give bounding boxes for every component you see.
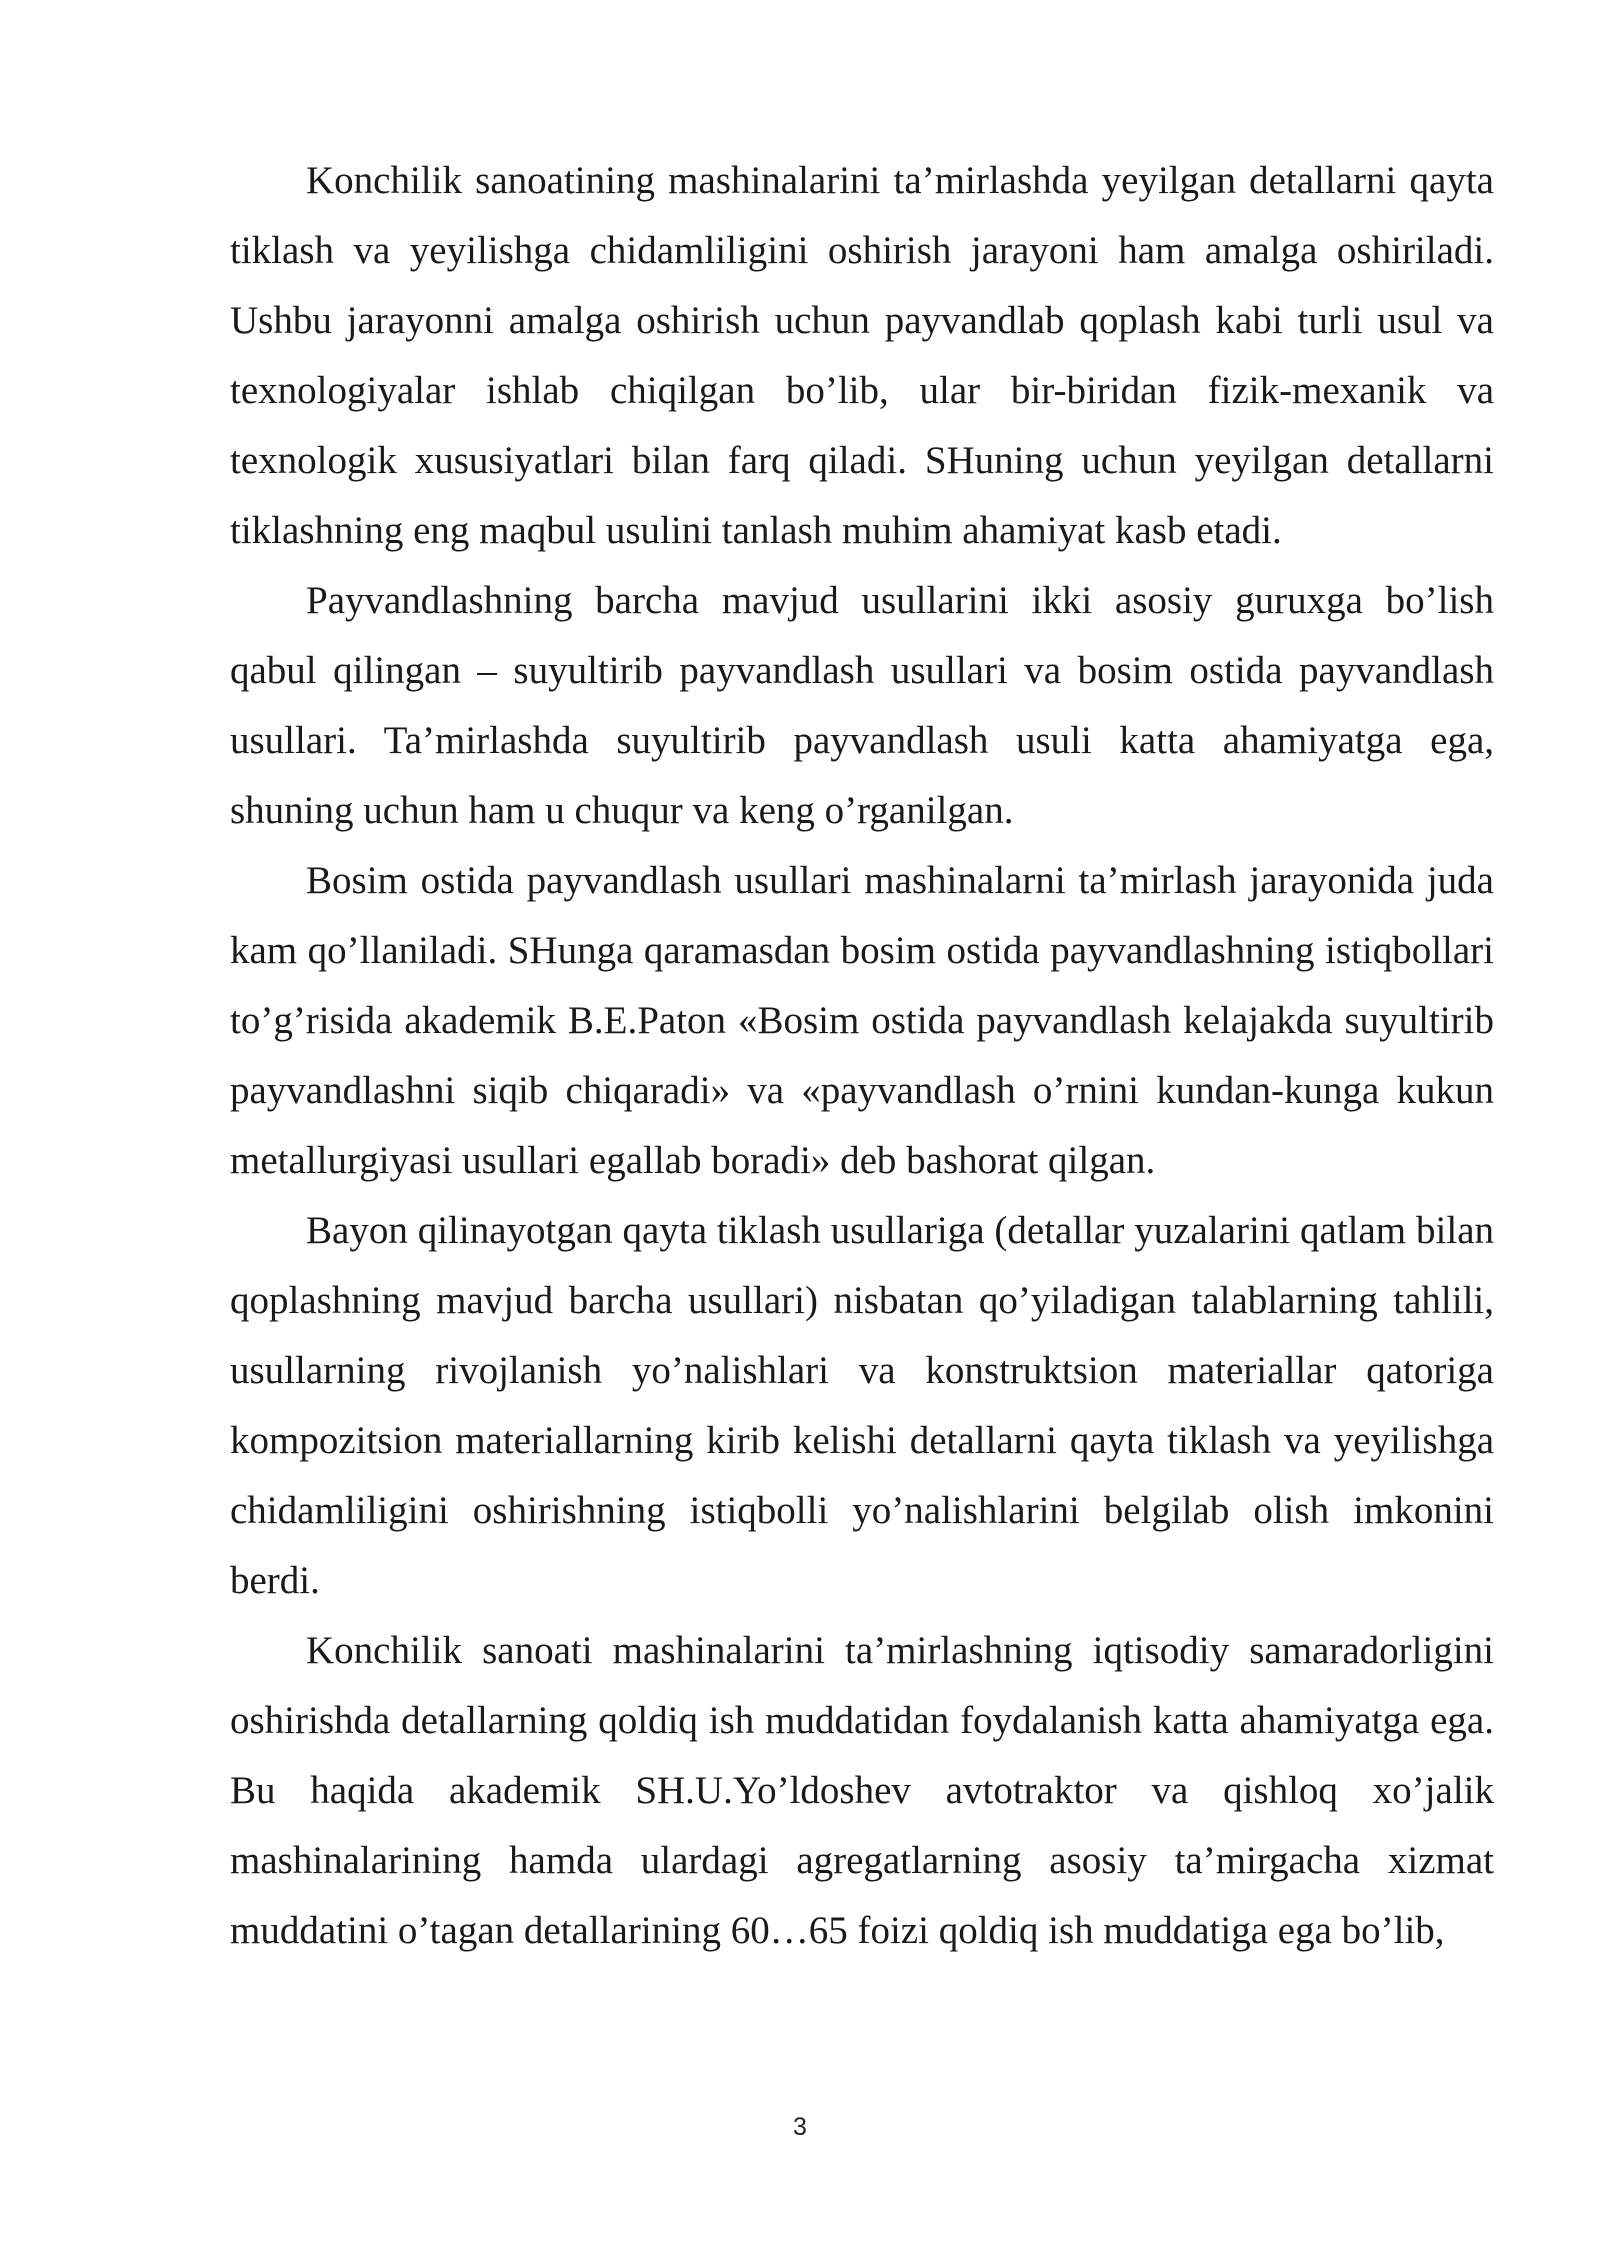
paragraph: Bosim ostida payvandlash usullari mashinalarni ta’mirlash jarayonida juda kam qo’llaniladi. SHunga qaramasdan bosim ostida payvandlashning istiqbollari to’g’risida akademik B.E.Paton «Bosim ostida payvandlash kelajakda suyultirib payvandlashni siqib chiqaradi» va «payvandlash o’rnini kundan-kunga kukun metallurgiyasi usullari egallab boradi» deb bashorat qilgan. (230, 859, 1494, 1182)
page-number: 3 (793, 2113, 807, 2141)
paragraph: Konchilik sanoati mashinalarini ta’mirlashning iqtisodiy samaradorligini oshirishda detallarning qoldiq ish muddatidan foydalanish katta ahamiyatga ega. Bu haqida akademik SH.U.Yo’ldoshev avtotraktor va qishloq xo’jalik mashinalarining hamda ulardagi agregatlarning asosiy ta’mirgacha xizmat muddatini o’tagan detallarining 60…65 foizi qoldiq ish muddatiga ega bo’lib, (230, 1629, 1494, 1952)
body-text (230, 146, 1494, 1966)
paragraph: Payvandlashning barcha mavjud usullarini ikki asosiy guruxga bo’lish qabul qilingan – suyultirib payvandlash usullari va bosim ostida payvandlash usullari. Ta’mirlashda suyultirib payvandlash usuli katta ahamiyatga ega, shuning uchun ham u chuqur va keng o’rganilgan. (230, 579, 1494, 832)
paragraph: Konchilik sanoatining mashinalarini ta’mirlashda yeyilgan detallarni qayta tiklash va yeyilishga chidamliligini oshirish jarayoni ham amalga oshiriladi. Ushbu jarayonni amalga oshirish uchun payvandlab qoplash kabi turli usul va texnologiyalar ishlab chiqilgan bo’lib, ular bir-biridan fizik-mexanik va texnologik xususiyatlari bilan farq qiladi. SHuning uchun yeyilgan detallarni tiklashning eng maqbul usulini tanlash muhim ahamiyat kasb etadi. (230, 159, 1494, 552)
paragraph: Bayon qilinayotgan qayta tiklash usullariga (detallar yuzalarini qatlam bilan qoplashning mavjud barcha usullari) nisbatan qo’yiladigan talablarning tahlili, usullarning rivojlanish yo’nalishlari va konstruktsion materiallar qatoriga kompozitsion materiallarning kirib kelishi detallarni qayta tiklash va yeyilishga chidamliligini oshirishning istiqbolli yo’nalishlarini belgilab olish imkonini berdi. (230, 1209, 1494, 1602)
